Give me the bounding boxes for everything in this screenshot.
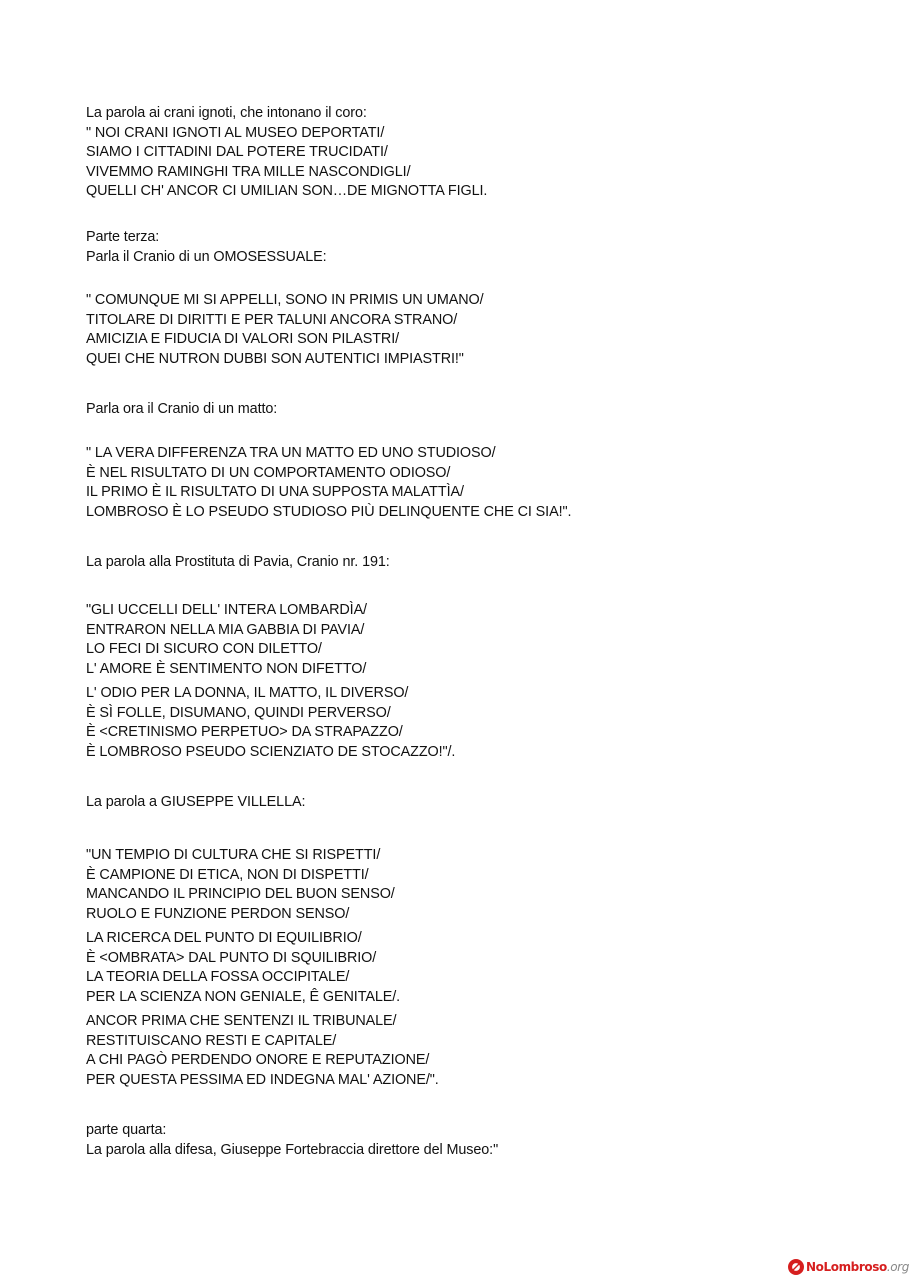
text-line: LA TEORIA DELLA FOSSA OCCIPITALE/	[86, 969, 350, 985]
watermark-logo	[788, 1258, 909, 1276]
text-line: È <CRETINISMO PERPETUO> DA STRAPAZZO/	[86, 724, 403, 740]
text-line: PER LA SCIENZA NON GENIALE, Ê GENITALE/.	[86, 988, 401, 1005]
text-line: A CHI PAGÒ PERDENDO ONORE E REPUTAZIONE/	[86, 1052, 430, 1068]
text-line: La parola a GIUSEPPE VILLELLA:	[86, 794, 306, 810]
text-line: QUELLI CH' ANCOR CI UMILIAN SON…DE MIGNOTTA FIGLI.	[86, 183, 488, 199]
text-line: SIAMO I CITTADINI DAL POTERE TRUCIDATI/	[86, 144, 388, 160]
watermark-domain: .org	[886, 1260, 909, 1274]
text-line: AMICIZIA E FIDUCIA DI VALORI SON PILASTRI/	[86, 331, 399, 347]
text-line: MANCANDO IL PRINCIPIO DEL BUON SENSO/	[86, 886, 395, 902]
text-line: Parla il Cranio di un OMOSESSUALE:	[86, 248, 327, 265]
text-line: "GLI UCCELLI DELL' INTERA LOMBARDÌA/	[86, 602, 367, 618]
text-line: PER QUESTA PESSIMA ED INDEGNA MAL' AZIONE/".	[86, 1071, 439, 1088]
watermark-text	[806, 1260, 909, 1274]
text-line: " COMUNQUE MI SI APPELLI, SONO IN PRIMIS UN UMANO/	[86, 292, 484, 308]
watermark-brand: NoLombroso	[806, 1260, 887, 1274]
text-line: L' ODIO PER LA DONNA, IL MATTO, IL DIVERSO/	[86, 685, 409, 701]
text-line: È SÌ FOLLE, DISUMANO, QUINDI PERVERSO/	[86, 704, 391, 721]
text-line: QUEI CHE NUTRON DUBBI SON AUTENTICI IMPIASTRI!"	[86, 350, 464, 367]
text-line: parte quarta:	[86, 1122, 167, 1138]
text-line: TITOLARE DI DIRITTI E PER TALUNI ANCORA STRANO/	[86, 311, 458, 328]
text-line: VIVEMMO RAMINGHI TRA MILLE NASCONDIGLI/	[86, 163, 411, 180]
text-line: LO FECI DI SICURO CON DILETTO/	[86, 641, 322, 657]
text-line: È <OMBRATA> DAL PUNTO DI SQUILIBRIO/	[86, 949, 377, 966]
text-line: " NOI CRANI IGNOTI AL MUSEO DEPORTATI/	[86, 124, 385, 141]
text-line: RUOLO E FUNZIONE PERDON SENSO/	[86, 905, 350, 922]
text-line: È LOMBROSO PSEUDO SCIENZIATO DE STOCAZZO!"/.	[86, 743, 456, 760]
text-line: " LA VERA DIFFERENZA TRA UN MATTO ED UNO STUDIOSO/	[86, 445, 496, 461]
text-line: Parte terza:	[86, 229, 160, 245]
text-line: Parla ora il Cranio di un matto:	[86, 401, 278, 417]
no-sign-icon	[788, 1259, 804, 1275]
text-line: LOMBROSO È LO PSEUDO STUDIOSO PIÙ DELINQUENTE CHE CI SIA!".	[86, 503, 572, 520]
text-line: "UN TEMPIO DI CULTURA CHE SI RISPETTI/	[86, 847, 381, 863]
text-line: È CAMPIONE DI ETICA, NON DI DISPETTI/	[86, 866, 369, 883]
text-line: La parola alla difesa, Giuseppe Fortebraccia direttore del Museo:"	[86, 1141, 499, 1158]
text-line: ENTRARON NELLA MIA GABBIA DI PAVIA/	[86, 621, 365, 638]
text-line: La parola ai crani ignoti, che intonano il coro:	[86, 105, 367, 121]
text-line: La parola alla Prostituta di Pavia, Cranio nr. 191:	[86, 554, 390, 570]
text-line: È NEL RISULTATO DI UN COMPORTAMENTO ODIOSO/	[86, 464, 451, 481]
text-line: RESTITUISCANO RESTI E CAPITALE/	[86, 1032, 337, 1049]
text-line: IL PRIMO È IL RISULTATO DI UNA SUPPOSTA MALATTÌA/	[86, 484, 464, 500]
text-line: L' AMORE È SENTIMENTO NON DIFETTO/	[86, 660, 367, 677]
text-line: ANCOR PRIMA CHE SENTENZI IL TRIBUNALE/	[86, 1013, 397, 1029]
text-line: LA RICERCA DEL PUNTO DI EQUILIBRIO/	[86, 930, 362, 946]
